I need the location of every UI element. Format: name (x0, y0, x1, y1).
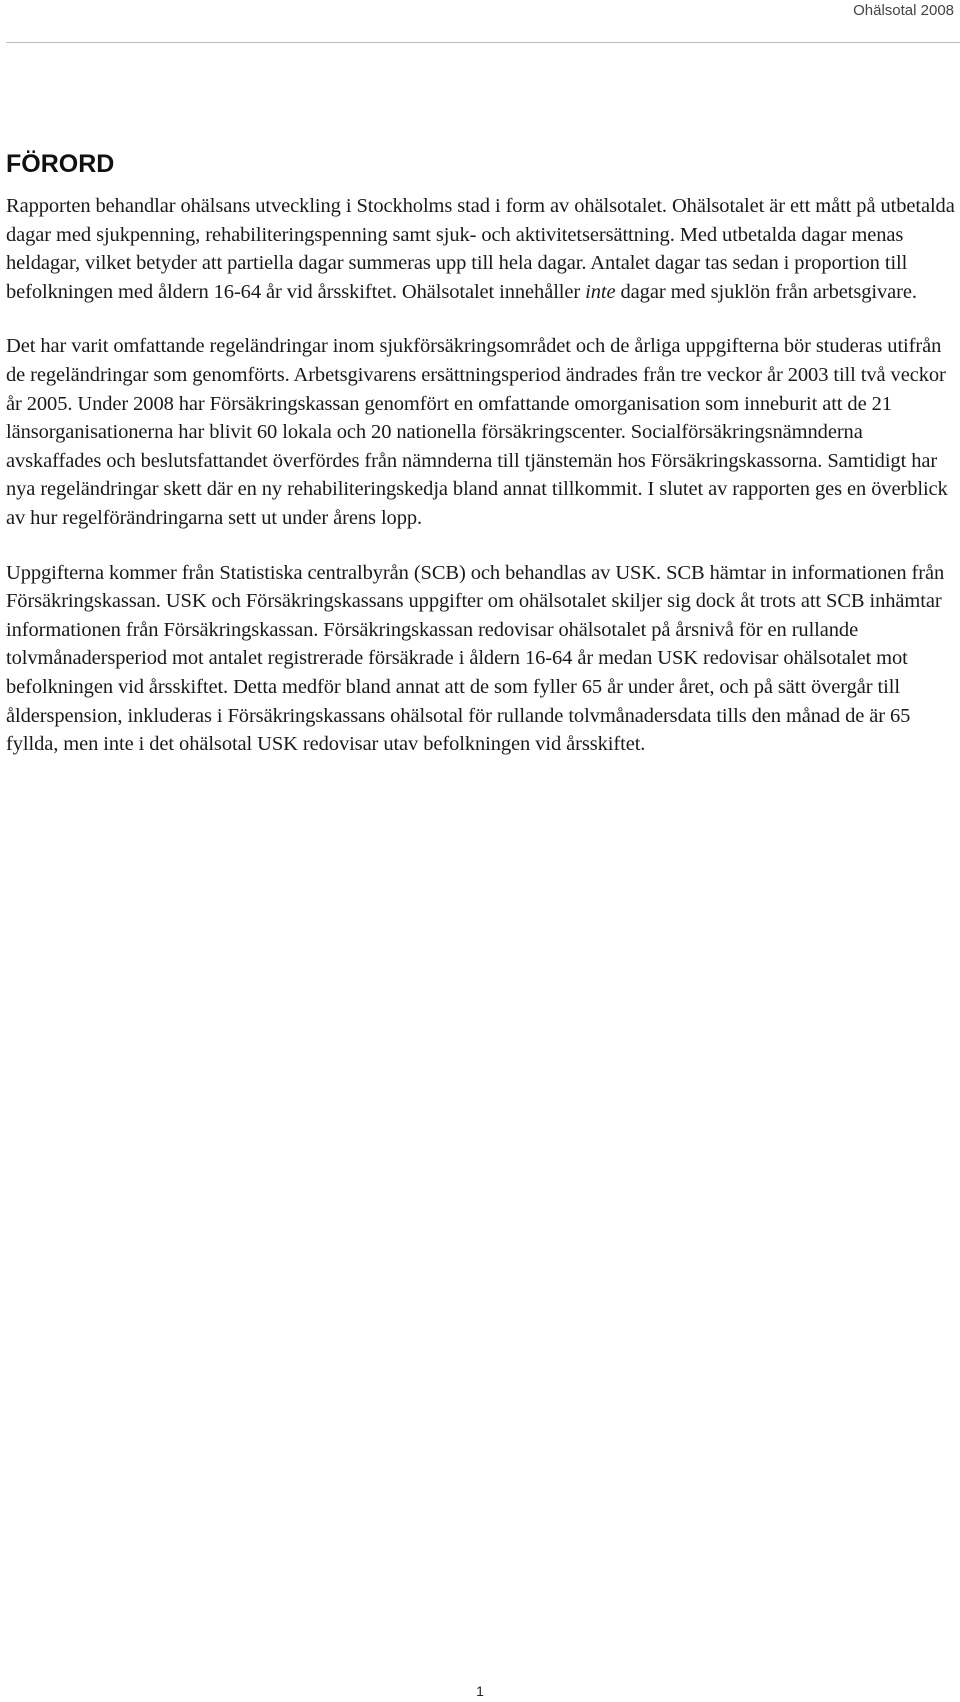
paragraph-1-text: Rapporten behandlar ohälsans utveckling i Stockholms stad i form av ohälsotalet. Ohälsotalet är ett mått på utbetalda dagar med sjukpenning, rehabiliteringspenning samt sjuk- och aktivitetsersättning. Med utbetalda dagar menas heldagar, vilket betyder att partiella dagar summeras upp till hela dagar. Antalet dagar tas sedan i proportion till befolkningen med åldern 16-64 år vid årsskiftet. Ohälsotalet innehåller (6, 195, 955, 303)
paragraph-1-text-end: dagar med sjuklön från arbetsgivare. (615, 280, 917, 303)
paragraph-1-emphasis: inte (585, 280, 616, 303)
page-number: 1 (476, 1683, 484, 1699)
paragraph-3: Uppgifterna kommer från Statistiska centralbyrån (SCB) och behandlas av USK. SCB hämtar in informationen från Försäkringskassan. USK och Försäkringskassans uppgifter om ohälsotalet skiljer sig dock åt trots att SCB inhämtar informationen från Försäkringskassan. Försäkringskassan redovisar ohälsotalet på årsnivå för en rullande tolvmånadersperiod mot antalet registrerade försäkrade i åldern 16-64 år medan USK redovisar ohälsotalet mot befolkningen vid årsskiftet. Detta medför bland annat att de som fyller 65 år under året, och på sätt övergår till ålderspension, inkluderas i Försäkringskassans ohälsotal för rullande tolvmånadersdata tills den månad de är 65 fyllda, men inte i det ohälsotal USK redovisar utav befolkningen vid årsskiftet. (6, 561, 945, 756)
running-header: Ohälsotal 2008 (853, 2, 954, 19)
paragraph-2: Det har varit omfattande regeländringar inom sjukförsäkringsområdet och de årliga uppgifterna bör studeras utifrån de regeländringar som genomförts. Arbetsgivarens ersättningsperiod ändrades från tre veckor år 2003 till två veckor år 2005. Under 2008 har Försäkringskassan genomfört en omfattande omorganisation som inneburit att de 21 länsorganisationerna har blivit 60 lokala och 20 nationella försäkringscenter. Socialförsäkringsnämnderna avskaffades och beslutsfattandet överfördes från nämnderna till tjänstemän hos Försäkringskassorna. Samtidigt har nya regeländringar skett där en ny rehabiliteringskedja bland annat tillkommit. I slutet av rapporten ges en överblick av hur regelförändringarna sett ut under årens lopp. (6, 335, 948, 529)
foreword-section (6, 148, 956, 785)
header-rule (6, 42, 960, 43)
paragraph-1 (6, 192, 956, 306)
section-heading: FÖRORD (6, 150, 115, 178)
